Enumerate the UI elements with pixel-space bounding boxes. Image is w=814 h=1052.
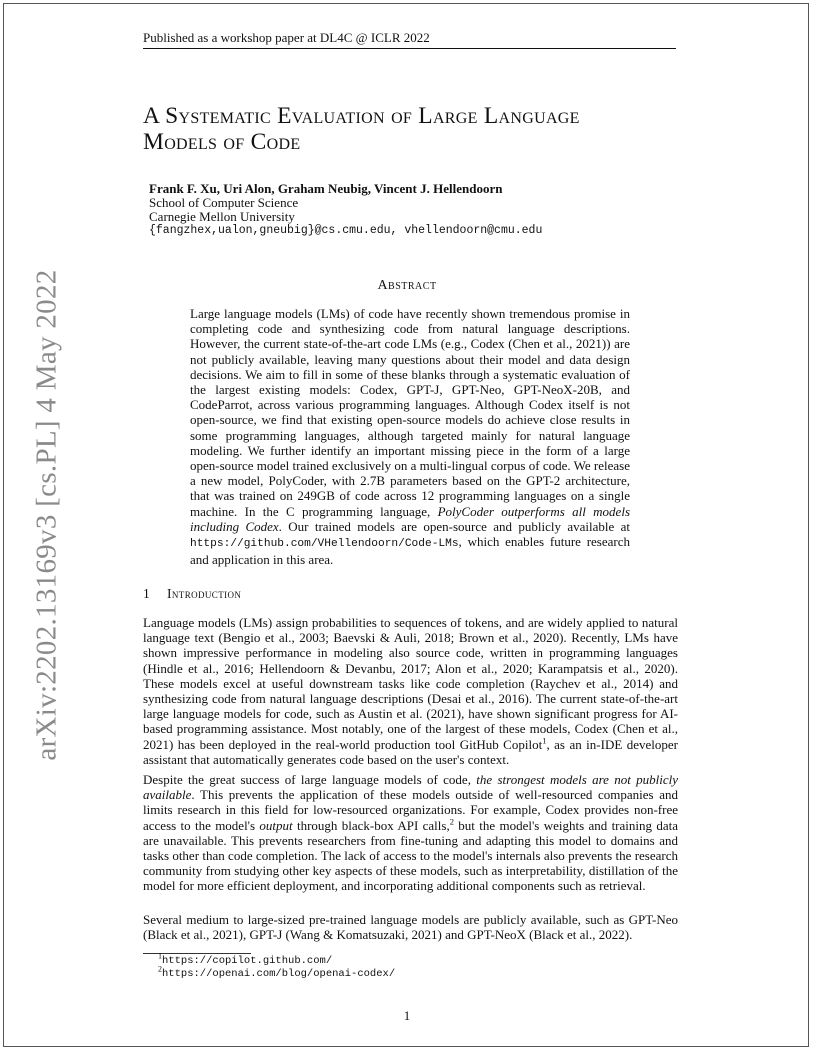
- footnote-ref-2[interactable]: 2: [449, 816, 454, 827]
- intro-paragraph-1: [143, 615, 678, 767]
- footnote-2: [158, 964, 396, 980]
- footnote-2-mark: 2: [158, 964, 162, 974]
- section-title: Introduction: [167, 586, 242, 601]
- paper-title: [143, 103, 683, 155]
- para2-text-c: through black-box API calls,: [292, 817, 450, 833]
- page-number: 1: [403, 1008, 411, 1023]
- intro-paragraph-2: [143, 772, 678, 894]
- abstract-text-2: . Our trained models are open-source and publicly available at: [278, 518, 630, 534]
- abstract-text-3: , which enables future research and application in this area.: [190, 534, 630, 568]
- author-emails: {fangzhex,ualon,gneubig}@cs.cmu.edu, vhellendoorn@cmu.edu: [149, 224, 543, 237]
- para2-emphasis-2: output: [259, 817, 293, 833]
- abstract-body: [190, 306, 630, 567]
- footnote-1: [158, 951, 333, 967]
- para2-emphasis-1: the strongest models are not publicly available: [143, 772, 679, 803]
- arxiv-stamp-text: arXiv:2202.13169v3 [cs.PL] 4 May 2022: [30, 269, 63, 761]
- para1-text-a: Language models (LMs) assign probabilities to sequences of tokens, and are widely applied to natural language text (Bengio et al., 2003; Baevski & Auli, 2018; Brown et al., 2020). Recently, LMs have shown impressive performance in modeling also source code, written in programming languages (Hindle et al., 2016; Hellendoorn & Devanbu, 2017; Alon et al., 2020; Karampatsis et al., 2020). These models excel at useful downstream tasks like code completion (Raychev et al., 2014) and synthesizing code from natural language descriptions (Desai et al., 2016). The current state-of-the-art large language models for code, such as Austin et al. (2021), have shown significant progress for AI-based programming assistance. Most notably, one of the largest of these models, Codex (Chen et al., 2021) has been deployed in the real-world production tool GitHub Copilot: [143, 615, 678, 752]
- abstract-emphasis: PolyCoder outperforms all models including Codex: [190, 503, 630, 534]
- running-header: Published as a workshop paper at DL4C @ ICLR 2022: [143, 30, 430, 45]
- footnote-1-link[interactable]: https://copilot.github.com/: [162, 955, 333, 967]
- abstract-text-1: Large language models (LMs) of code have recently shown tremendous promise in completing code and synthesizing code from natural language descriptions. However, the current state-of-the-art code LMs (e.g., Codex (Chen et al., 2021)) are not publicly available, leaving many questions about their model and data design decisions. We aim to fill in some of these blanks through a systematic evaluation of the largest existing models: Codex, GPT-J, GPT-Neo, GPT-NeoX-20B, and CodeParrot, across various programming languages. Although Codex itself is not open-source, we find that existing open-source models do achieve close results in some programming languages, although targeted mainly for natural language modeling. We further identify an important missing piece in the form of a large open-source model trained exclusively on a multi-lingual corpus of code. We release a new model, PolyCoder, with 2.7B parameters based on the GPT-2 architecture, that was trained on 249GB of code across 12 programming languages on a single machine. In the C programming language,: [190, 306, 630, 519]
- abstract-heading: Abstract: [377, 278, 437, 293]
- para2-text-d: but the model's weights and training data are unavailable. This prevents researchers from fine-tuning and adapting this model to domains and tasks other than code completion. The lack of access to the model's internals also prevents the research community from studying other key aspects of these models, such as interpretability, distillation of the model for more efficient deployment, and incorporating additional components such as retrieval.: [143, 817, 678, 894]
- header-rule: [143, 48, 676, 49]
- para2-text-a: Despite the great success of large language models of code,: [143, 772, 477, 787]
- arxiv-stamp: [30, 269, 63, 761]
- footnote-ref-1[interactable]: 1: [542, 735, 547, 746]
- title-line-1: A Systematic Evaluation of Large Language: [143, 103, 580, 129]
- title-line-2: Models of Code: [143, 129, 301, 155]
- section-number: 1: [143, 586, 150, 601]
- section-heading: [143, 586, 241, 602]
- affiliation-university: Carnegie Mellon University: [149, 209, 295, 224]
- para2-text-b: . This prevents the application of these models outside of well-resourced companies and limits research in this field for low-resourced organizations. For example, Codex provides non-free access to the model's: [143, 787, 678, 833]
- para1-text-b: , as an in-IDE developer assistant that automatically generates code based on the user's context.: [143, 736, 678, 767]
- footnote-1-mark: 1: [158, 951, 162, 961]
- affiliation-school: School of Computer Science: [149, 195, 299, 210]
- author-list: Frank F. Xu, Uri Alon, Graham Neubig, Vincent J. Hellendoorn: [149, 181, 503, 196]
- intro-paragraph-3: Several medium to large-sized pre-trained language models are publicly available, such as GPT-Neo (Black et al., 2021), GPT-J (Wang & Komatsuzaki, 2021) and GPT-NeoX (Black et al., 2022).: [143, 912, 678, 943]
- footnote-2-link[interactable]: https://openai.com/blog/openai-codex/: [162, 968, 396, 980]
- code-repo-link[interactable]: https://github.com/VHellendoorn/Code-LMs: [190, 538, 459, 551]
